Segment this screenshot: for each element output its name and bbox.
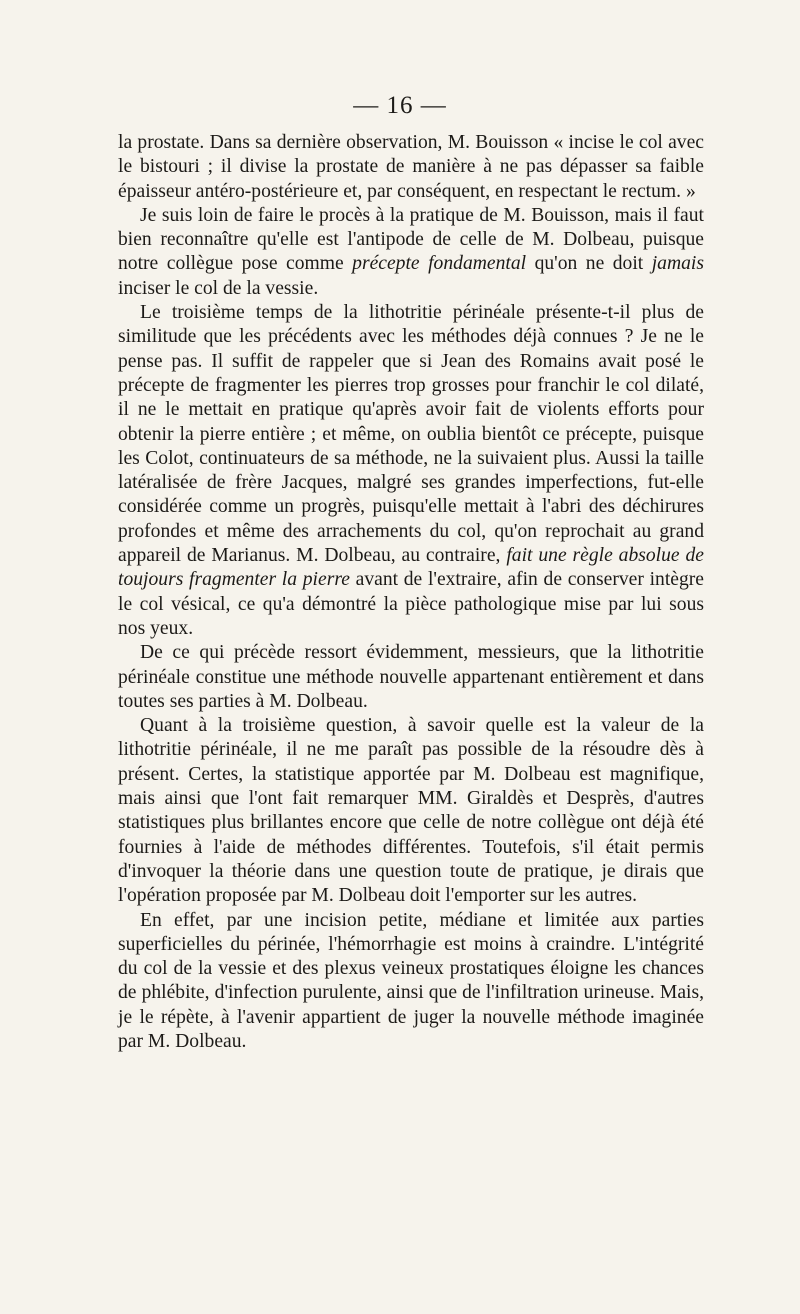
paragraph-2-text-start: Je suis loin de faire le procès à la pratique de M. Bouisson, mais il faut bien reconnaître qu'elle est l'antipode de celle de M. Dolbeau, puisque notre collègue pose comme <box>118 204 704 275</box>
paragraph-1 <box>118 131 704 204</box>
paragraph-2-text-end: inciser le col de la vessie. <box>118 277 319 299</box>
paragraph-4 <box>118 641 704 714</box>
paragraph-2-emphasis-never: jamais <box>651 253 704 275</box>
paragraph-3-text-end: avant de l'extraire, afin de conserver intègre le col vésical, ce qu'a démontré la pièce pathologique mise par lui sous nos yeux. <box>118 569 704 639</box>
body-text <box>118 131 704 1054</box>
paragraph-6-text: En effet, par une incision petite, médiane et limitée aux parties superficielles du périnée, l'hémorrhagie est moins à craindre. L'intégrité du col de la vessie et des plexus veineux prostatiques éloigne les chances de phlébite, d'infection purulente, ainsi que de l'infiltration urineuse. Mais, je le répète, à l'avenir appartient de juger la nouvelle méthode imaginée par M. Dolbeau. <box>118 909 704 1052</box>
paragraph-5-text: Quant à la troisième question, à savoir quelle est la valeur de la lithotritie périnéale, il ne me paraît pas possible de la résoudre dès à présent. Certes, la statistique apportée par M. Dolbeau est magnifique, mais ainsi que l'ont fait remarquer MM. Giraldès et Desprès, d'autres statistiques plus brillantes encore que celle de notre collègue ont déjà été fournies à l'aide de méthodes différentes. Toutefois, s'il était permis d'invoquer la théorie dans une question toute de pratique, je dirais que l'opération proposée par M. Dolbeau doit l'emporter sur les autres. <box>118 715 704 907</box>
paragraph-6 <box>118 909 704 1055</box>
paragraph-2-emphasis-precept: précepte fondamental <box>352 253 527 275</box>
paragraph-5 <box>118 714 704 908</box>
paragraph-2-text-middle: qu'on ne doit <box>526 253 652 275</box>
paragraph-2 <box>118 204 704 301</box>
paragraph-3-emphasis-rule: fait une règle absolue de toujours fragmenter la pierre <box>118 545 705 591</box>
page-number: — 16 — <box>353 92 447 119</box>
paragraph-3-text-start: Le troisième temps de la lithotritie périnéale présente-t-il plus de similitude que les précédents avec les méthodes déjà connues ? Je ne le pense pas. Il suffit de rappeler que si Jean des Romains avait posé le précepte de fragmenter les pierres trop grosses pour franchir le col dilaté, il ne le mettait en pratique qu'après avoir fait de violents efforts pour obtenir la pierre entière ; et même, on oublia bientôt ce précepte, puisque les Colot, continuateurs de sa méthode, ne la suivaient plus. Aussi la taille latéralisée de frère Jacques, malgré ses grandes imperfections, fut-elle considérée comme un progrès, puisqu'elle mettait à l'abri des déchirures profondes et même des arrachements du col, qu'on reprochait au grand appareil de Marianus. M. Dolbeau, au contraire, <box>118 302 704 567</box>
paragraph-3 <box>118 301 704 641</box>
paragraph-4-text: De ce qui précède ressort évidemment, messieurs, que la lithotritie périnéale constitue une méthode nouvelle appartenant entièrement et dans toutes ses parties à M. Dolbeau. <box>118 642 704 712</box>
paragraph-1-text: la prostate. Dans sa dernière observation, M. Bouisson « incise le col avec le bistouri ; il divise la prostate de manière à ne pas dépasser sa faible épaisseur antéro-postérieure et, par conséquent, en respectant le rectum. » <box>118 132 704 202</box>
